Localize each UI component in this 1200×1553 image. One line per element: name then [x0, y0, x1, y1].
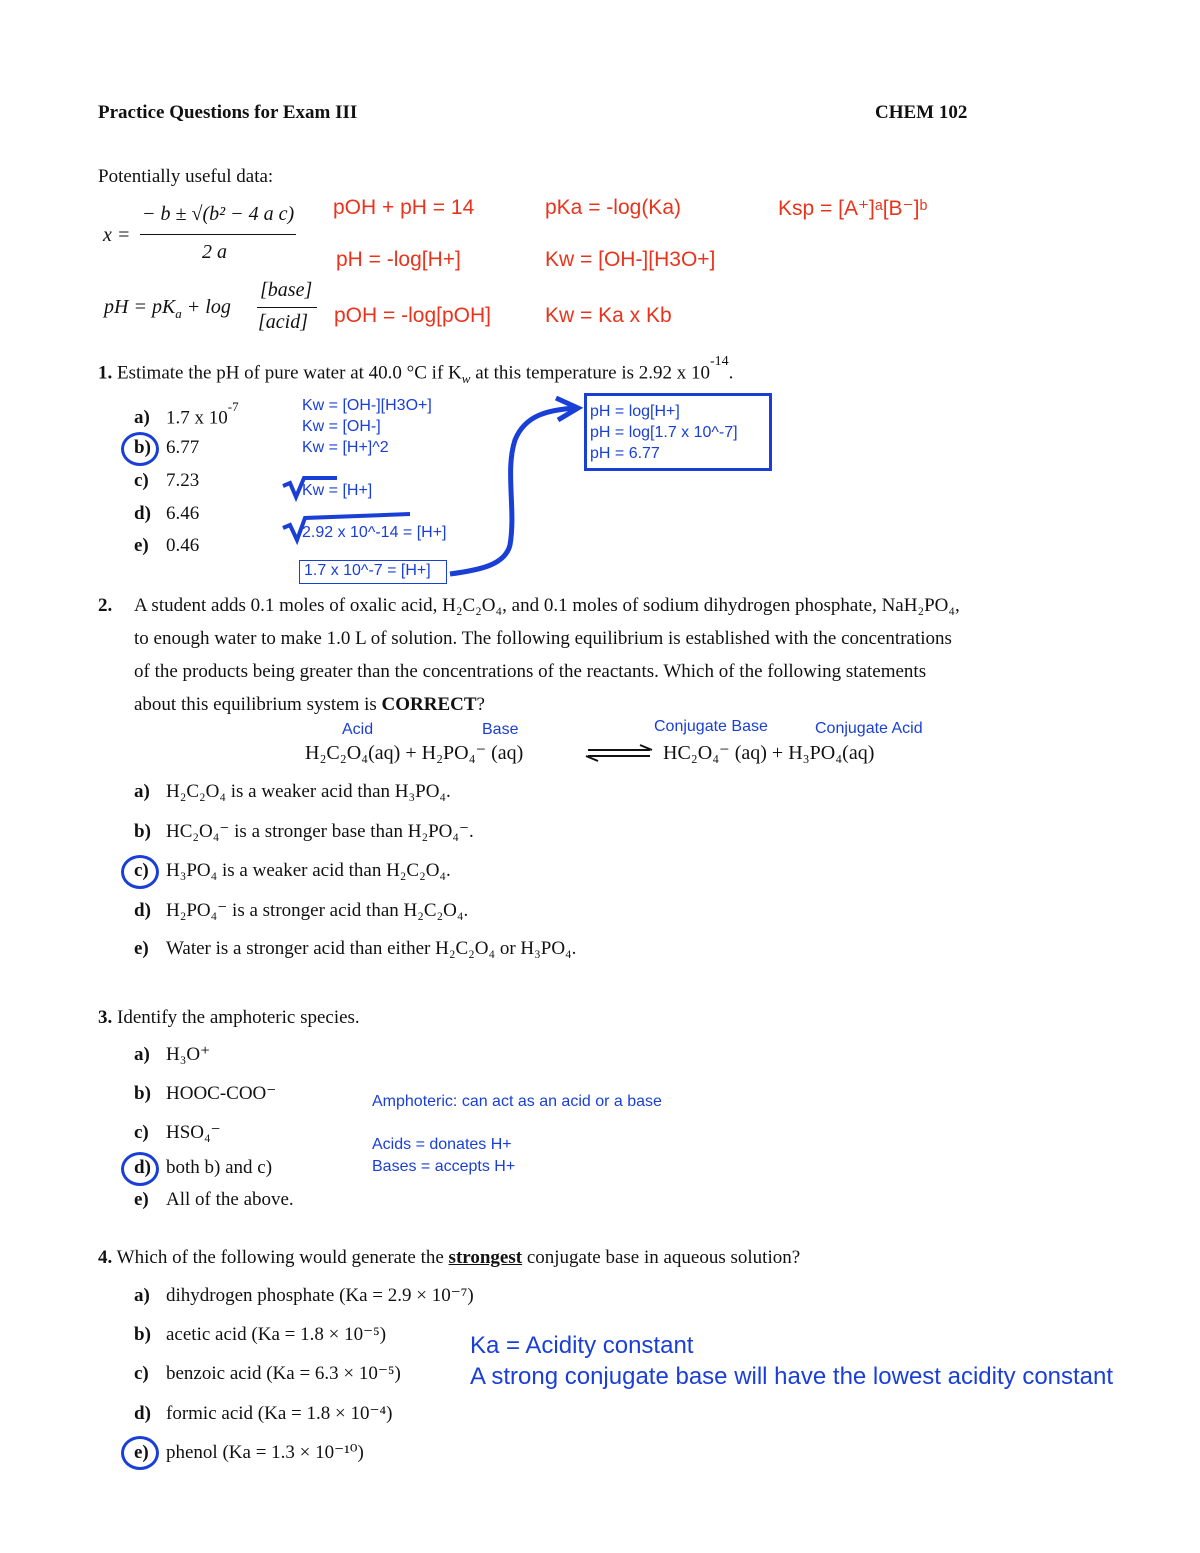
q2-question-mark: ?: [476, 694, 485, 715]
note-line: Kw = [OH-][H3O+]: [302, 397, 432, 414]
option-letter: c): [134, 1122, 149, 1143]
formula-poh-ph: pOH + pH = 14: [333, 196, 475, 219]
quadratic-numerator: − b ± √(b² − 4 a c): [142, 203, 295, 225]
option-text: HC₂O₄⁻ is a stronger base than H₂PO₄⁻.: [166, 821, 474, 842]
question-4-stem-c: conjugate base in aqueous solution?: [522, 1247, 801, 1268]
question-4-stem-a: Which of the following would generate the: [116, 1247, 449, 1268]
q3-note-bases: Bases = accepts H+: [372, 1158, 516, 1175]
arrow-icon: [450, 408, 575, 574]
label-base: Base: [482, 721, 519, 738]
q1-note-sqrt1: Kw = [H+]: [302, 482, 373, 499]
question-3-number: 3.: [98, 1007, 113, 1028]
option-letter: a): [134, 781, 150, 802]
option-text: Water is a stronger acid than either H₂C₂O₄ or H₃PO₄.: [166, 938, 577, 959]
q4-option-e[interactable]: [134, 1441, 364, 1464]
q2-last-text: about this equilibrium system is: [134, 694, 382, 715]
q4-option-b[interactable]: [134, 1323, 386, 1346]
question-2-line-3: of the products being greater than the concentrations of the reactants. Which of the following statements: [134, 661, 927, 682]
option-text: formic acid (Ka = 1.8 × 10⁻⁴): [166, 1403, 393, 1424]
question-2-line-2: to enough water to make 1.0 L of solution. The following equilibrium is established with the concentrations: [134, 628, 952, 649]
option-text: acetic acid (Ka = 1.8 × 10⁻⁵): [166, 1324, 387, 1345]
reaction-products: HC₂O₄⁻ (aq) + H₃PO₄(aq): [663, 742, 875, 764]
question-4-text: [98, 1247, 800, 1269]
henderson-numerator: [base]: [260, 279, 313, 301]
option-text: 6.77: [166, 437, 200, 458]
q2-option-b[interactable]: [134, 820, 474, 843]
option-text: All of the above.: [166, 1189, 294, 1210]
option-letter: c): [134, 860, 149, 881]
q3-note-amphoteric: Amphoteric: can act as an acid or a base: [372, 1093, 662, 1110]
question-1-stem: Estimate the pH of pure water at 40.0 °C if K: [117, 362, 462, 384]
formula-poh: pOH = -log[pOH]: [334, 304, 491, 327]
question-4-strongest: strongest: [448, 1247, 523, 1268]
note-line: Kw = [H+]^2: [302, 439, 389, 456]
q1-note-sqrt2: 2.92 x 10^-14 = [H+]: [302, 524, 447, 541]
q2-option-c[interactable]: [134, 860, 451, 882]
option-letter: d): [134, 1157, 151, 1178]
option-letter: a): [134, 407, 150, 429]
q4-option-a[interactable]: [134, 1284, 474, 1307]
q3-note-acids: Acids = donates H+: [372, 1136, 512, 1153]
note-line: Kw = [OH-]: [302, 418, 381, 435]
option-letter: a): [134, 1285, 150, 1306]
option-letter: e): [134, 1189, 149, 1210]
answer-circle-q3: [121, 1152, 159, 1186]
option-text: H₃PO₄ is a weaker acid than H₂C₂O₄.: [166, 860, 451, 881]
q3-option-c[interactable]: [134, 1121, 221, 1144]
option-text: both b) and c): [166, 1157, 273, 1178]
option-letter: d): [134, 503, 151, 524]
option-text: benzoic acid (Ka = 6.3 × 10⁻⁵): [166, 1363, 401, 1384]
formula-kw-2: Kw = Ka x Kb: [545, 304, 672, 327]
answer-line: pH = log[1.7 x 10^-7]: [590, 424, 738, 441]
option-letter: d): [134, 900, 151, 921]
option-text: 7.23: [166, 470, 200, 491]
q3-option-a[interactable]: [134, 1043, 210, 1066]
formula-ph: pH = -log[H+]: [336, 248, 461, 271]
option-letter: b): [134, 821, 151, 842]
question-1-period: .: [728, 362, 734, 384]
option-text: HSO₄⁻: [166, 1122, 221, 1143]
option-text: 6.46: [166, 503, 200, 524]
option-letter: e): [134, 535, 149, 556]
hh-sub-a: a: [175, 306, 182, 321]
option-letter: e): [134, 938, 149, 959]
option-letter: b): [134, 1324, 151, 1345]
q1-answer-box-text: [590, 401, 738, 464]
question-3-stem: Identify the amphoteric species.: [117, 1007, 360, 1028]
label-conjugate-base: Conjugate Base: [654, 718, 768, 735]
question-4-number: 4.: [98, 1247, 113, 1268]
option-letter: c): [134, 470, 149, 491]
option-text: H₃O⁺: [166, 1044, 211, 1065]
option-text: H₂C₂O₄ is a weaker acid than H₃PO₄.: [166, 781, 451, 802]
useful-data-intro: Potentially useful data:: [98, 166, 274, 187]
answer-circle-q2: [121, 855, 159, 889]
formula-ksp: Ksp = [A⁺]ᵃ[B⁻]ᵇ: [778, 197, 928, 220]
question-2-number: 2.: [98, 595, 113, 616]
option-letter: d): [134, 1403, 151, 1424]
q3-option-e[interactable]: [134, 1189, 294, 1211]
option-text: 1.7 x 10: [166, 407, 228, 429]
q4-option-d[interactable]: [134, 1402, 392, 1425]
label-conjugate-acid: Conjugate Acid: [815, 720, 923, 737]
option-letter: b): [134, 1083, 151, 1104]
question-2-line-1: A student adds 0.1 moles of oxalic acid, H₂C₂O₄, and 0.1 moles of sodium dihydrogen phosphate, NaH₂PO₄,: [134, 595, 960, 616]
question-1-sub: w: [461, 371, 471, 387]
answer-line: pH = 6.77: [590, 445, 660, 462]
option-letter: e): [134, 1442, 149, 1463]
question-1-stem-2: at this temperature is 2.92 x 10: [470, 362, 710, 384]
quadratic-lhs: x =: [103, 224, 131, 246]
option-exponent: -7: [227, 399, 239, 414]
formula-pka: pKa = -log(Ka): [545, 196, 681, 219]
question-1-exponent: -14: [710, 354, 729, 369]
option-text: H₂PO₄⁻ is a stronger acid than H₂C₂O₄.: [166, 900, 469, 921]
hh-log: + log: [181, 296, 231, 318]
question-3-text: [98, 1007, 360, 1029]
q1-note-box-text: 1.7 x 10^-7 = [H+]: [304, 562, 431, 579]
q4-note-strong-base: A strong conjugate base will have the lowest acidity constant: [470, 1363, 1114, 1390]
option-text: 0.46: [166, 535, 200, 556]
option-text: dihydrogen phosphate (Ka = 2.9 × 10⁻⁷): [166, 1285, 474, 1306]
answer-circle-q4: [121, 1436, 159, 1470]
question-1-number: 1.: [98, 362, 113, 384]
option-letter: b): [134, 437, 151, 458]
question-2-line-4: [134, 694, 485, 716]
option-letter: c): [134, 1363, 149, 1384]
reaction-reactants: H₂C₂O₄(aq) + H₂PO₄⁻ (aq): [305, 742, 524, 764]
q4-note-ka: Ka = Acidity constant: [470, 1332, 694, 1359]
q2-option-e[interactable]: [134, 938, 576, 960]
page-title: Practice Questions for Exam III: [98, 102, 358, 123]
label-acid: Acid: [342, 721, 374, 738]
henderson-denominator: [acid]: [258, 311, 308, 333]
course-code: CHEM 102: [875, 102, 968, 123]
option-text: phenol (Ka = 1.3 × 10⁻¹⁰): [166, 1442, 364, 1463]
q2-option-d[interactable]: [134, 899, 468, 922]
hh-ph-pk: pH = pK: [104, 296, 176, 318]
answer-line: pH = log[H+]: [590, 403, 680, 420]
option-text: HOOC-COO⁻: [166, 1083, 277, 1104]
q3-option-b[interactable]: [134, 1082, 276, 1105]
quadratic-denominator: 2 a: [202, 241, 227, 263]
q2-correct-word: CORRECT: [381, 694, 477, 715]
formula-kw-1: Kw = [OH-][H3O+]: [545, 248, 716, 271]
option-letter: a): [134, 1044, 150, 1065]
q2-option-a[interactable]: [134, 781, 451, 803]
q4-option-c[interactable]: [134, 1362, 401, 1385]
